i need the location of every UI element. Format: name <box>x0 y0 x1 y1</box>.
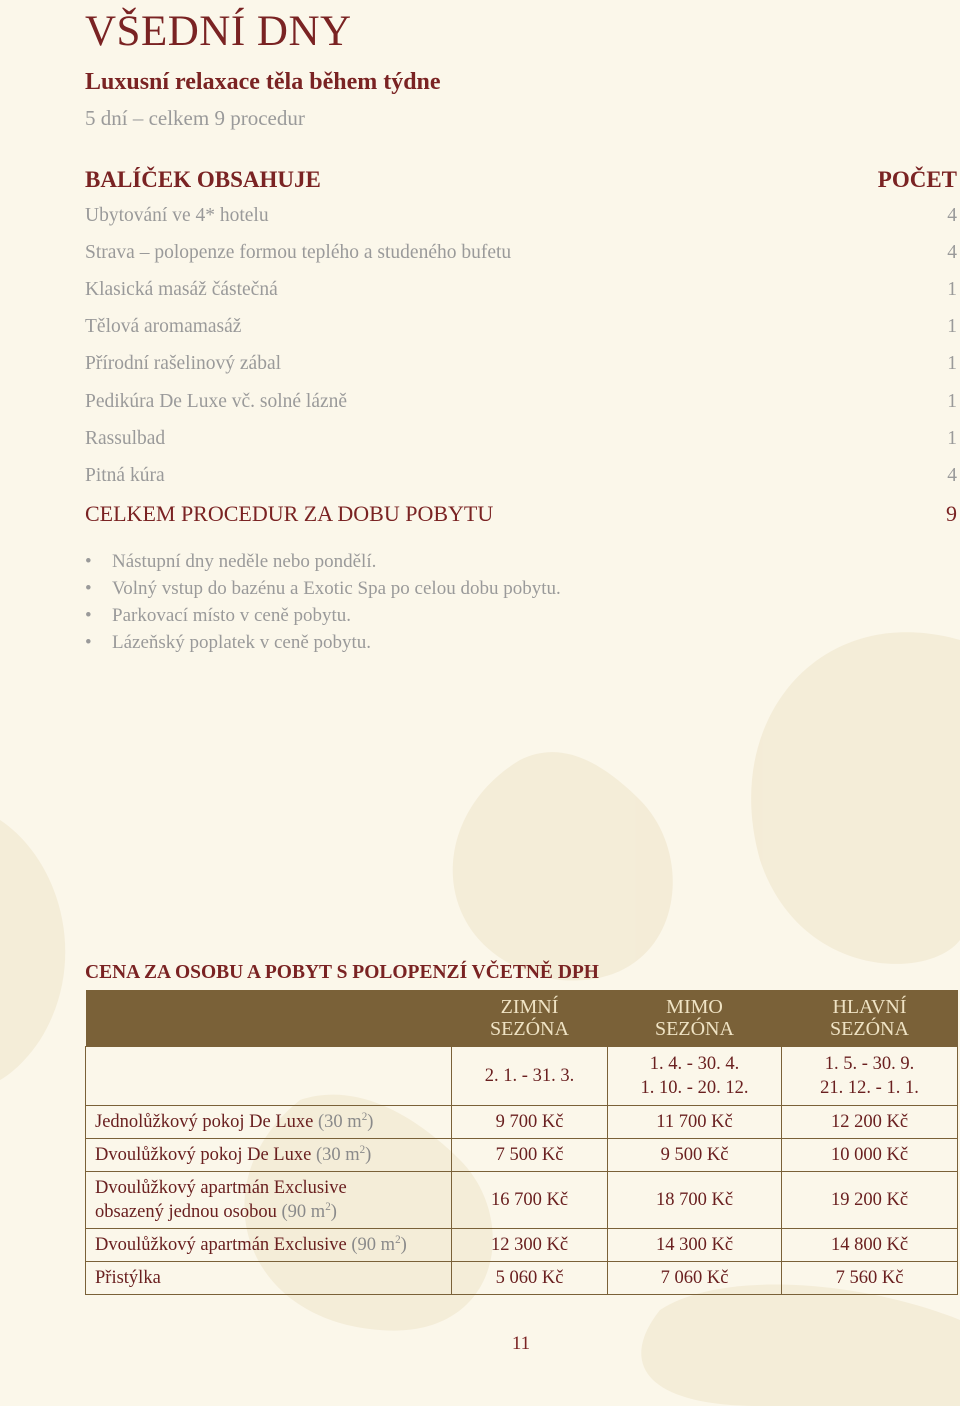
note-item <box>85 575 561 602</box>
package-item-count: 1 <box>947 353 957 375</box>
package-total-count: 9 <box>946 500 957 526</box>
bullet-icon: • <box>85 578 92 599</box>
season-header-winter <box>452 990 608 1047</box>
note-text: Lázeňský poplatek v ceně pobytu. <box>112 632 372 653</box>
room-name: Dvoulůžkový apartmán Exclusive <box>95 1235 347 1255</box>
package-item-name: Pitná kúra <box>85 464 165 486</box>
season-date: 21. 12. - 1. 1. <box>820 1078 919 1098</box>
room-size: (90 $m^2$) <box>351 1233 407 1255</box>
note-item <box>85 629 561 656</box>
package-item-count: 4 <box>947 241 957 263</box>
note-text: Volný vstup do bazénu a Exotic Spa po celou dobu pobytu. <box>112 578 561 599</box>
note-item <box>85 602 561 629</box>
package-item-name: Klasická masáž částečná <box>85 278 278 300</box>
package-item <box>85 457 957 494</box>
season-name: SEZÓNA <box>830 1018 909 1040</box>
season-dates-empty <box>86 1047 452 1106</box>
package-item-count: 4 <box>947 464 957 486</box>
bullet-icon: • <box>85 551 92 572</box>
room-type <box>86 1106 452 1139</box>
package-item <box>85 383 957 420</box>
season-name: HLAVNÍ <box>832 996 907 1018</box>
package-item-count: 1 <box>947 427 957 449</box>
room-name: Přistýlka <box>95 1268 161 1288</box>
season-name: SEZÓNA <box>490 1018 569 1040</box>
package-item <box>85 309 957 346</box>
price-cell: 10 000 Kč <box>782 1139 958 1172</box>
package-item <box>85 271 957 308</box>
package-summary: 5 dní – celkem 9 procedur <box>85 106 305 130</box>
room-name: Jednolůžkový pokoj De Luxe <box>95 1112 314 1132</box>
season-date: 1. 10. - 20. 12. <box>640 1078 749 1098</box>
price-cell: 19 200 Kč <box>782 1172 958 1229</box>
price-cell: 12 200 Kč <box>782 1106 958 1139</box>
season-date: 1. 5. - 30. 9. <box>824 1054 915 1074</box>
package-item-name: Pedikúra De Luxe vč. solné lázně <box>85 390 348 412</box>
season-date: 2. 1. - 31. 3. <box>484 1066 575 1086</box>
price-cell: 16 700 Kč <box>452 1172 608 1229</box>
package-item-count: 1 <box>947 316 957 338</box>
season-header-row <box>86 990 958 1047</box>
season-name: SEZÓNA <box>655 1018 734 1040</box>
table-row <box>86 1172 958 1229</box>
price-cell: 9 500 Kč <box>608 1139 782 1172</box>
table-row <box>86 1139 958 1172</box>
room-size: (30 $m^2$) <box>315 1143 372 1165</box>
package-total-label: CELKEM PROCEDUR ZA DOBU POBYTU <box>85 500 494 526</box>
package-item <box>85 234 957 271</box>
notes-list <box>85 548 561 656</box>
package-column-count: POČET <box>877 167 957 192</box>
price-cell: 14 300 Kč <box>608 1229 782 1262</box>
note-item <box>85 548 561 575</box>
price-cell: 18 700 Kč <box>608 1172 782 1229</box>
season-dates-row <box>86 1047 958 1106</box>
season-dates-off <box>608 1047 782 1106</box>
price-cell: 9 700 Kč <box>452 1106 608 1139</box>
table-row <box>86 1106 958 1139</box>
package-item-name: Strava – polopenze formou teplého a studeného bufetu <box>85 241 512 263</box>
room-note: obsazený jednou osobou <box>95 1202 277 1222</box>
package-item-name: Přírodní rašelinový zábal <box>85 353 282 375</box>
table-row <box>86 1262 958 1295</box>
package-item-count: 1 <box>947 278 957 300</box>
package-contents-table <box>85 163 957 532</box>
room-type <box>86 1262 452 1295</box>
price-cell: 7 060 Kč <box>608 1262 782 1295</box>
package-item-count: 4 <box>947 204 957 226</box>
room-size: (30 $m^2$) <box>318 1110 374 1132</box>
page-number: 11 <box>511 1333 531 1354</box>
price-cell: 14 800 Kč <box>782 1229 958 1262</box>
price-cell: 11 700 Kč <box>608 1106 782 1139</box>
price-cell: 7 560 Kč <box>782 1262 958 1295</box>
price-cell: 7 500 Kč <box>452 1139 608 1172</box>
room-name: Dvoulůžkový pokoj De Luxe <box>95 1145 312 1165</box>
package-total-row <box>85 496 957 532</box>
season-date: 1. 4. - 30. 4. <box>649 1054 740 1074</box>
price-cell: 12 300 Kč <box>452 1229 608 1262</box>
season-header-main <box>782 990 958 1047</box>
bullet-icon: • <box>85 605 92 626</box>
package-item <box>85 420 957 457</box>
room-type <box>86 1139 452 1172</box>
season-dates-winter <box>452 1047 608 1106</box>
price-table-title: CENA ZA OSOBU A POBYT S POLOPENZÍ VČETNĚ DPH <box>85 962 599 983</box>
page-title: VŠEDNÍ DNY <box>85 8 352 55</box>
package-header-row <box>85 163 957 197</box>
package-item <box>85 197 957 234</box>
price-table <box>85 990 958 1295</box>
room-type <box>86 1229 452 1262</box>
table-row <box>86 1229 958 1262</box>
package-column-name: BALÍČEK OBSAHUJE <box>85 167 321 192</box>
season-dates-main <box>782 1047 958 1106</box>
room-size: (90 $m^2$) <box>281 1200 337 1222</box>
room-name: Dvoulůžkový apartmán Exclusive <box>95 1178 347 1198</box>
package-item-name: Ubytování ve 4* hotelu <box>85 204 269 226</box>
package-item-name: Tělová aromamasáž <box>85 316 242 338</box>
season-header-off <box>608 990 782 1047</box>
package-item-count: 1 <box>947 390 957 412</box>
package-item-name: Rassulbad <box>85 427 166 449</box>
note-text: Nástupní dny neděle nebo pondělí. <box>112 551 377 572</box>
season-name: ZIMNÍ <box>500 996 559 1018</box>
bullet-icon: • <box>85 632 92 653</box>
season-name: MIMO <box>666 996 723 1018</box>
season-header-empty <box>86 990 452 1047</box>
page-subtitle: Luxusní relaxace těla během týdne <box>85 69 441 95</box>
room-type <box>86 1172 452 1229</box>
note-text: Parkovací místo v ceně pobytu. <box>112 605 352 626</box>
price-cell: 5 060 Kč <box>452 1262 608 1295</box>
package-item <box>85 346 957 383</box>
